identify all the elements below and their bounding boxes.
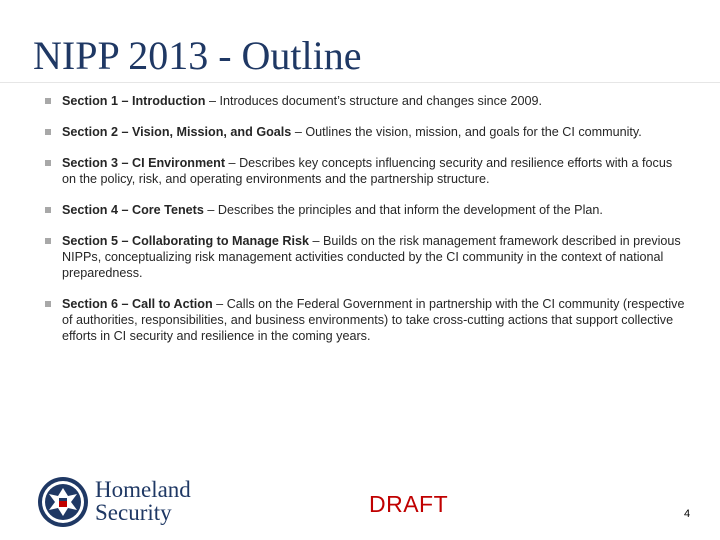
bullet-square-icon [45,301,51,307]
list-item [45,93,685,109]
dhs-logo [37,476,217,532]
bullet-square-icon [45,238,51,244]
list-item [45,124,685,140]
bullet-body: – Describes the principles and that inform the development of the Plan. [203,203,603,217]
bullet-square-icon [45,129,51,135]
list-item [45,296,685,344]
bullet-square-icon [45,160,51,166]
list-item [45,233,685,281]
bullet-body: – Outlines the vision, mission, and goals for the CI community. [291,125,642,139]
bullet-body: – Describes key concepts influencing security and resilience efforts with a focus on the policy, risk, and operating environments and the partnership structure. [62,156,673,186]
bullet-heading: Section 2 – Vision, Mission, and Goals [62,125,292,139]
bullet-heading: Section 5 – Collaborating to Manage Risk [62,234,310,248]
bullet-body: – Calls on the Federal Government in partnership with the CI community (respective of authorities, responsibilities, and business environments) to take cross-cutting actions that support collective efforts in CI security and resilience in the coming years. [62,297,685,343]
bullet-heading: Section 6 – Call to Action [62,297,213,311]
draft-label: DRAFT [369,491,449,517]
wordmark-line-1: Homeland [95,477,191,502]
list-item [45,202,685,218]
slide-title: NIPP 2013 - Outline [33,33,362,78]
page-number: 4 [684,508,691,520]
bullet-square-icon [45,98,51,104]
wordmark-line-2: Security [95,500,172,525]
dhs-wordmark [95,478,191,524]
outline-list [45,93,685,359]
dhs-seal-icon [37,476,89,528]
bullet-body: – Builds on the risk management framework described in previous NIPPs, conceptualizing risk management activities conducted by the CI community in the context of national preparedness. [62,234,681,280]
bullet-body: – Introduces document’s structure and changes since 2009. [205,94,542,108]
title-divider [0,82,720,83]
bullet-heading: Section 4 – Core Tenets [62,203,204,217]
bullet-heading: Section 1 – Introduction [62,94,206,108]
list-item [45,155,685,187]
bullet-square-icon [45,207,51,213]
bullet-heading: Section 3 – CI Environment [62,156,226,170]
